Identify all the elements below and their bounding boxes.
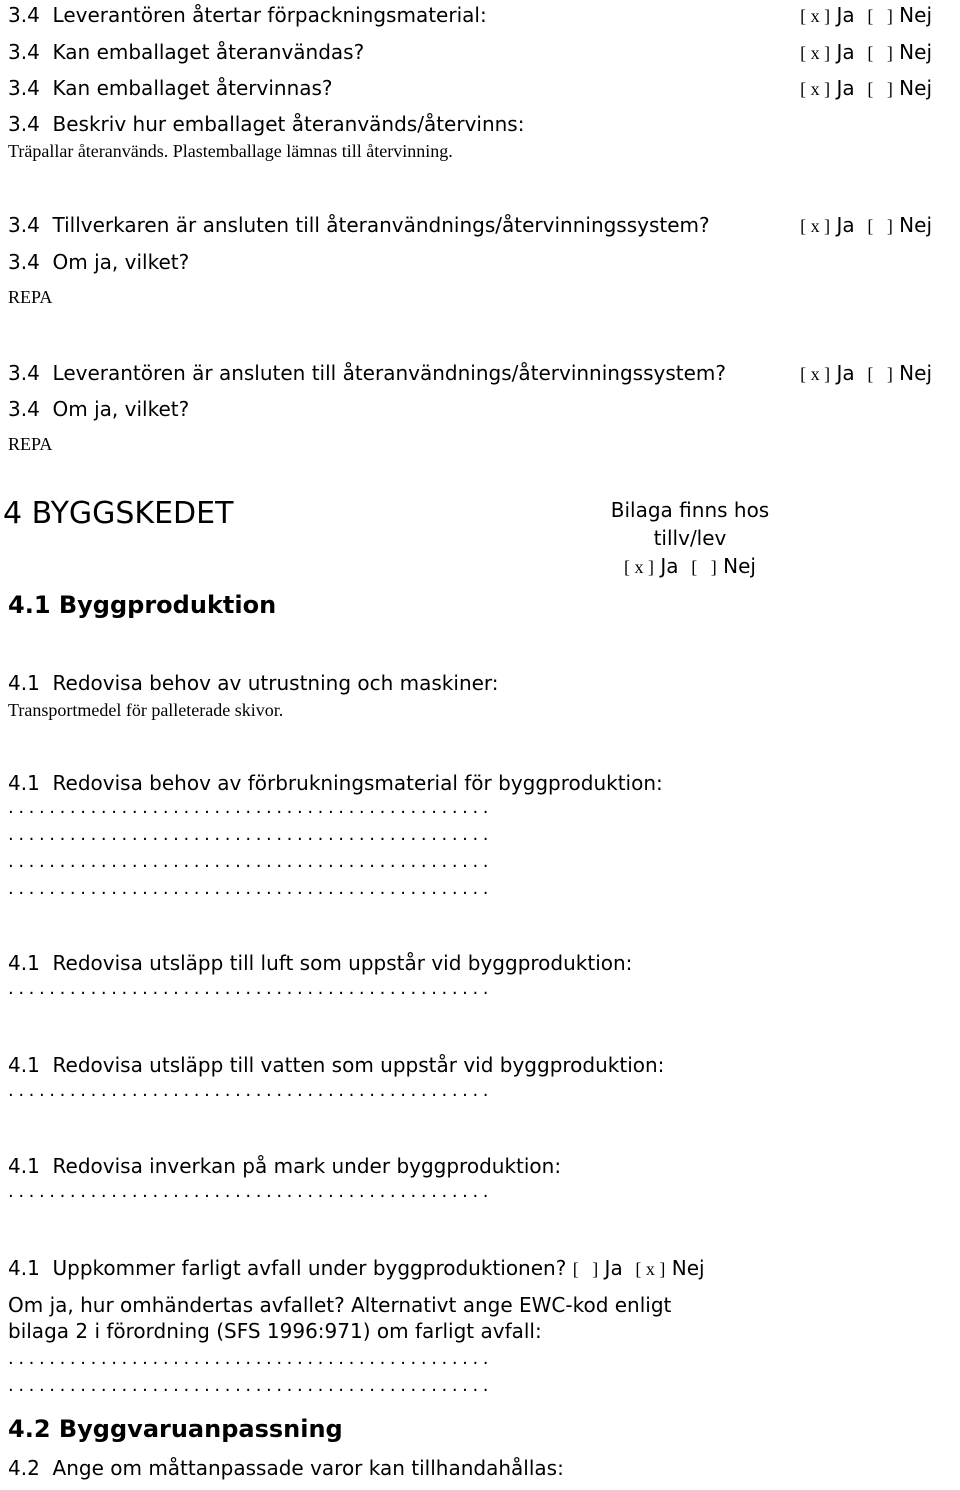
bilaga-line-2: tillv/lev (653, 526, 727, 550)
label-ja: Ja (836, 361, 855, 385)
question-ateranvandas: 3.4 Kan emballaget återanvändas? (8, 40, 365, 64)
label-ja: Ja (660, 554, 679, 578)
check-mark (878, 6, 883, 26)
checkbox-ja[interactable]: [ x ] (800, 364, 831, 384)
checkbox-ja[interactable]: [ x ] (800, 43, 831, 63)
question-tillverkare: 3.4 Tillverkaren är ansluten till återanvändnings/återvinningssystem? (8, 213, 710, 237)
checkbox-nej[interactable]: [ ] (867, 364, 893, 384)
checkbox-group (800, 212, 932, 239)
question-vatten: 4.1 Redovisa utsläpp till vatten som uppstår vid byggproduktion: (8, 1053, 665, 1077)
check-mark: x (810, 43, 820, 63)
check-mark: x (645, 1259, 655, 1279)
question-forbrukning: 4.1 Redovisa behov av förbrukningsmaterial för byggproduktion: (8, 771, 663, 795)
question-atervinnas: 3.4 Kan emballaget återvinnas? (8, 76, 333, 100)
checkbox-ja[interactable]: [ x ] (624, 557, 655, 577)
label-ja: Ja (836, 40, 855, 64)
checkbox-ja[interactable]: [ x ] (800, 79, 831, 99)
checkbox-group (800, 75, 932, 102)
check-mark: x (810, 6, 820, 26)
checkbox-nej[interactable]: [ x ] (635, 1259, 666, 1279)
check-mark (878, 216, 883, 236)
question-hantering-1: Om ja, hur omhändertas avfallet? Alternativt ange EWC-kod enligt (8, 1293, 672, 1317)
answer-dots: ............................................... (8, 1348, 494, 1369)
check-mark (878, 364, 883, 384)
question-beskriv: 3.4 Beskriv hur emballaget återanvänds/återvinns: (8, 112, 525, 136)
answer-dots: ............................................... (8, 978, 494, 999)
checkbox-group (585, 552, 795, 581)
checkbox-group (800, 360, 932, 387)
question-farligt-text: 4.1 Uppkommer farligt avfall under byggproduktionen? (8, 1256, 567, 1280)
checkbox-ja[interactable]: [ ] (572, 1259, 599, 1279)
answer-omja-2: REPA (8, 434, 53, 454)
checkbox-group (800, 39, 932, 66)
answer-dots: ............................................... (8, 1080, 494, 1101)
question-luft: 4.1 Redovisa utsläpp till luft som uppstår vid byggproduktion: (8, 951, 633, 975)
answer-dots: ............................................... (8, 1181, 494, 1202)
check-mark (878, 79, 883, 99)
bilaga-block (585, 496, 795, 581)
label-ja: Ja (836, 76, 855, 100)
question-mark: 4.1 Redovisa inverkan på mark under byggproduktion: (8, 1154, 562, 1178)
check-mark (878, 43, 883, 63)
check-mark: x (810, 216, 820, 236)
checkbox-ja[interactable]: [ x ] (800, 6, 831, 26)
bilaga-line-1: Bilaga finns hos (610, 498, 770, 522)
check-mark (583, 1259, 588, 1279)
question-omja-2: 3.4 Om ja, vilket? (8, 397, 190, 421)
subsection-title: 4.1 Byggproduktion (8, 591, 277, 619)
checkbox-nej[interactable]: [ ] (867, 79, 893, 99)
answer-dots: ............................................... (8, 878, 494, 899)
label-nej: Nej (899, 3, 932, 27)
question-leverantor: 3.4 Leverantören är ansluten till återanvändnings/återvinningssystem? (8, 361, 726, 385)
answer-dots: ............................................... (8, 797, 494, 818)
label-ja: Ja (836, 3, 855, 27)
label-nej: Nej (899, 213, 932, 237)
check-mark: x (810, 364, 820, 384)
checkbox-nej[interactable]: [ ] (691, 557, 717, 577)
answer-omja-1: REPA (8, 287, 53, 307)
question-omja-1: 3.4 Om ja, vilket? (8, 250, 190, 274)
label-nej: Nej (899, 76, 932, 100)
subsection-2-title: 4.2 Byggvaruanpassning (8, 1415, 343, 1443)
label-nej: Nej (899, 361, 932, 385)
answer-dots: ............................................... (8, 824, 494, 845)
checkbox-group (800, 2, 932, 29)
label-nej: Nej (723, 554, 756, 578)
question-aterar: 3.4 Leverantören återtar förpackningsmaterial: (8, 3, 487, 27)
answer-dots: ............................................... (8, 851, 494, 872)
answer-utrustning: Transportmedel för palleterade skivor. (8, 700, 284, 720)
section-title: 4 BYGGSKEDET (3, 496, 234, 531)
question-utrustning: 4.1 Redovisa behov av utrustning och maskiner: (8, 671, 499, 695)
checkbox-nej[interactable]: [ ] (867, 43, 893, 63)
checkbox-nej[interactable]: [ ] (867, 216, 893, 236)
question-mattanpassade: 4.2 Ange om måttanpassade varor kan tillhandahållas: (8, 1456, 564, 1480)
label-ja: Ja (604, 1256, 623, 1280)
label-nej: Nej (671, 1256, 705, 1280)
label-nej: Nej (899, 40, 932, 64)
question-hantering-2: bilaga 2 i förordning (SFS 1996:971) om farligt avfall: (8, 1319, 542, 1343)
answer-dots: ............................................... (8, 1375, 494, 1396)
checkbox-nej[interactable]: [ ] (867, 6, 893, 26)
check-mark (702, 557, 707, 577)
answer-beskriv: Träpallar återanvänds. Plastemballage lämnas till återvinning. (8, 141, 453, 161)
label-ja: Ja (836, 213, 855, 237)
check-mark: x (634, 557, 644, 577)
checkbox-ja[interactable]: [ x ] (800, 216, 831, 236)
question-farligt (8, 1255, 705, 1282)
check-mark: x (810, 79, 820, 99)
